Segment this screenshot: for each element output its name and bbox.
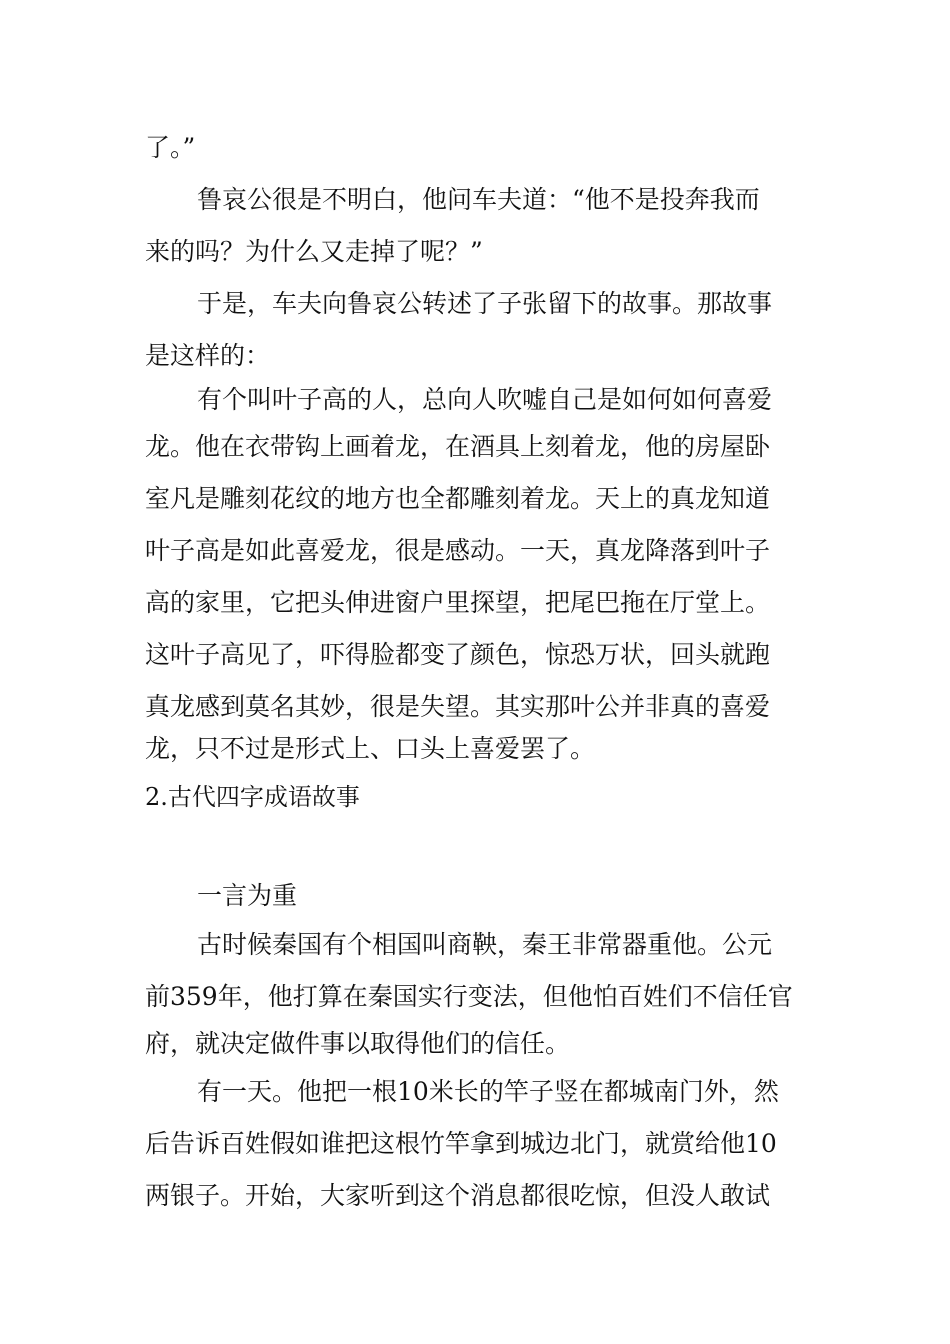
text-line: 府，就决定做件事以取得他们的信任。 <box>145 1029 571 1058</box>
text-line: 了。” <box>145 133 196 162</box>
text-line: 是这样的： <box>145 341 271 370</box>
text-line: 叶子高是如此喜爱龙，很是感动。一天，真龙降落到叶子 <box>145 536 771 565</box>
text-line: 真龙感到莫名其妙，很是失望。其实那叶公并非真的喜爱 <box>145 692 771 721</box>
text-line: 室凡是雕刻花纹的地方也全都雕刻着龙。天上的真龙知道 <box>145 484 771 513</box>
text-line: 两银子。开始，大家听到这个消息都很吃惊，但没人敢试 <box>145 1181 771 1210</box>
paragraph-start: 古时候秦国有个相国叫商鞅，秦王非常器重他。公元 <box>197 930 773 959</box>
text-line: 后告诉百姓假如谁把这根竹竿拿到城边北门，就赏给他10 <box>145 1129 777 1158</box>
text-line: 龙，只不过是形式上、口头上喜爱罢了。 <box>145 734 596 763</box>
paragraph-start: 鲁哀公很是不明白，他问车夫道：“他不是投奔我而 <box>197 185 760 214</box>
text-line: 来的吗？为什么又走掉了呢？” <box>145 237 483 266</box>
paragraph-start: 于是，车夫向鲁哀公转述了子张留下的故事。那故事 <box>197 289 773 318</box>
text-line: 龙。他在衣带钩上画着龙，在酒具上刻着龙，他的房屋卧 <box>145 432 771 461</box>
text-line: 高的家里，它把头伸进窗户里探望，把尾巴拖在厅堂上。 <box>145 588 771 617</box>
section-heading: 2.古代四字成语故事 <box>145 783 360 811</box>
text-line: 前359年，他打算在秦国实行变法，但他怕百姓们不信任官 <box>145 982 793 1011</box>
paragraph-start: 有一天。他把一根10米长的竿子竖在都城南门外，然 <box>197 1077 779 1106</box>
story-title: 一言为重 <box>197 881 298 910</box>
text-line: 这叶子高见了，吓得脸都变了颜色，惊恐万状，回头就跑 <box>145 640 771 669</box>
paragraph-start: 有个叫叶子高的人，总向人吹嘘自己是如何如何喜爱 <box>197 385 773 414</box>
